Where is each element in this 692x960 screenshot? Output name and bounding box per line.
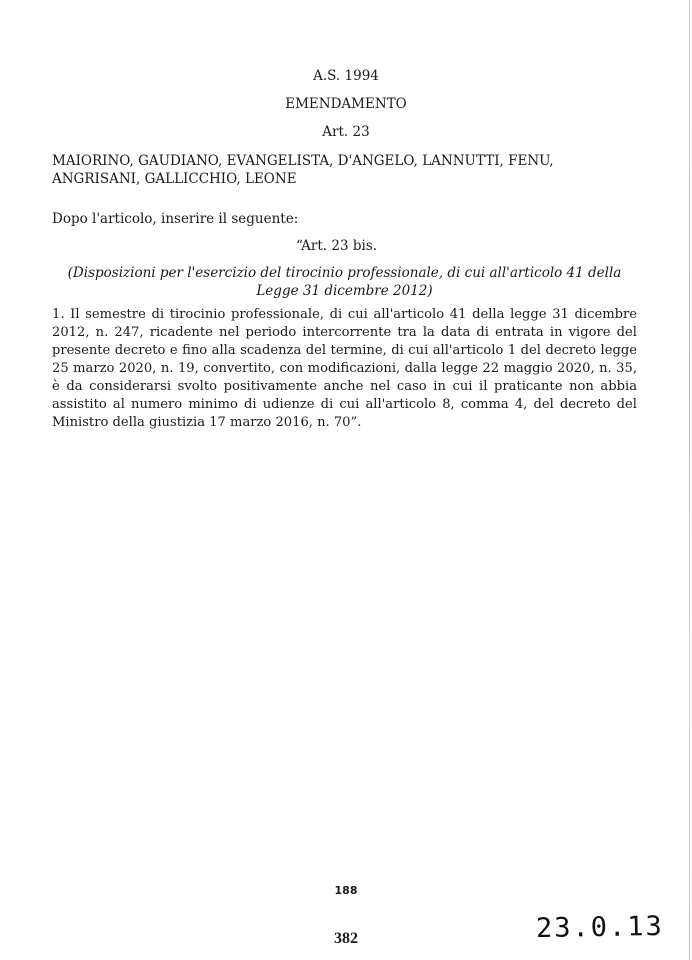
scan-edge-line — [689, 0, 690, 960]
bill-number: A.S. 1994 — [313, 68, 379, 84]
signatories: MAIORINO, GAUDIANO, EVANGELISTA, D'ANGELO, LANNUTTI, FENU, ANGRISANI, GALLICCHIO, LEONE — [52, 153, 554, 187]
page-number-small: 188 — [334, 884, 358, 897]
document-type: EMENDAMENTO — [285, 96, 407, 112]
article-reference: Art. 23 — [322, 124, 370, 140]
amendment-intro: Dopo l'articolo, inserire il seguente: — [52, 211, 299, 227]
new-article-title: (Disposizioni per l'esercizio del tirocinio professionale, di cui all'articolo 41 della Legge 31 dicembre 2012) — [67, 265, 622, 299]
new-article-heading: “Art. 23 bis. — [296, 238, 378, 254]
page-number: 382 — [334, 930, 358, 947]
handwritten-code: 23.0.13 — [535, 910, 665, 945]
article-body-text: 1. Il semestre di tirocinio professionale, di cui all'articolo 41 della legge 31 dicembre 2012, n. 247, ricadente nel periodo intercorrente tra la data di entrata in vigore del presente decreto e fino alla scadenza del termine, di cui all'articolo 1 del decreto legge 25 marzo 2020, n. 19, convertito, con modificazioni, dalla legge 22 maggio 2020, n. 35, è da considerarsi svolto positivamente anche nel caso in cui il praticante non abbia assistito al numero minimo di udienze di cui all'articolo 8, comma 4, del decreto del Ministro della giustizia 17 marzo 2016, n. 70”. — [52, 307, 637, 430]
